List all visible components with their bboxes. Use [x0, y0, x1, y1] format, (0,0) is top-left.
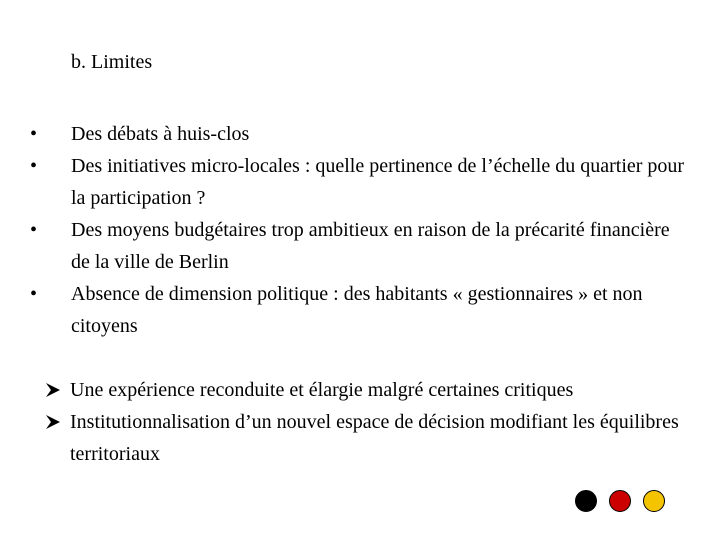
bullet-item — [30, 278, 690, 342]
red-dot — [609, 490, 631, 512]
conclusion-text: Une expérience reconduite et élargie malgré certaines critiques — [70, 379, 574, 401]
bullet-marker: • — [30, 123, 38, 145]
conclusion-text: Institutionnalisation d’un nouvel espace de décision modifiant les équilibres territoriaux — [70, 411, 679, 465]
arrowhead-bullet-icon — [45, 374, 65, 406]
bullet-marker: • — [30, 219, 38, 241]
bullet-text: Absence de dimension politique : des habitants « gestionnaires » et non citoyens — [71, 283, 643, 337]
conclusion-item — [45, 406, 695, 470]
bullet-marker: • — [30, 155, 38, 177]
bullet-text: Des initiatives micro-locales : quelle pertinence de l’échelle du quartier pour la participation ? — [71, 155, 685, 209]
bullet-text: Des moyens budgétaires trop ambitieux en raison de la précarité financière de la ville de Berlin — [71, 219, 670, 273]
conclusion-item — [45, 374, 695, 406]
black-dot — [575, 490, 597, 512]
yellow-dot — [643, 490, 665, 512]
bullet-marker: • — [30, 283, 38, 305]
bullet-item — [30, 214, 690, 278]
slide-title: b. Limites — [71, 51, 153, 73]
bullet-item — [30, 150, 690, 214]
bullet-item — [30, 118, 690, 150]
limits-bullet-list — [30, 118, 690, 342]
decorative-dots — [575, 490, 675, 514]
arrowhead-bullet-icon — [45, 406, 65, 438]
conclusions-list — [45, 374, 695, 470]
bullet-text: Des débats à huis-clos — [71, 123, 250, 145]
